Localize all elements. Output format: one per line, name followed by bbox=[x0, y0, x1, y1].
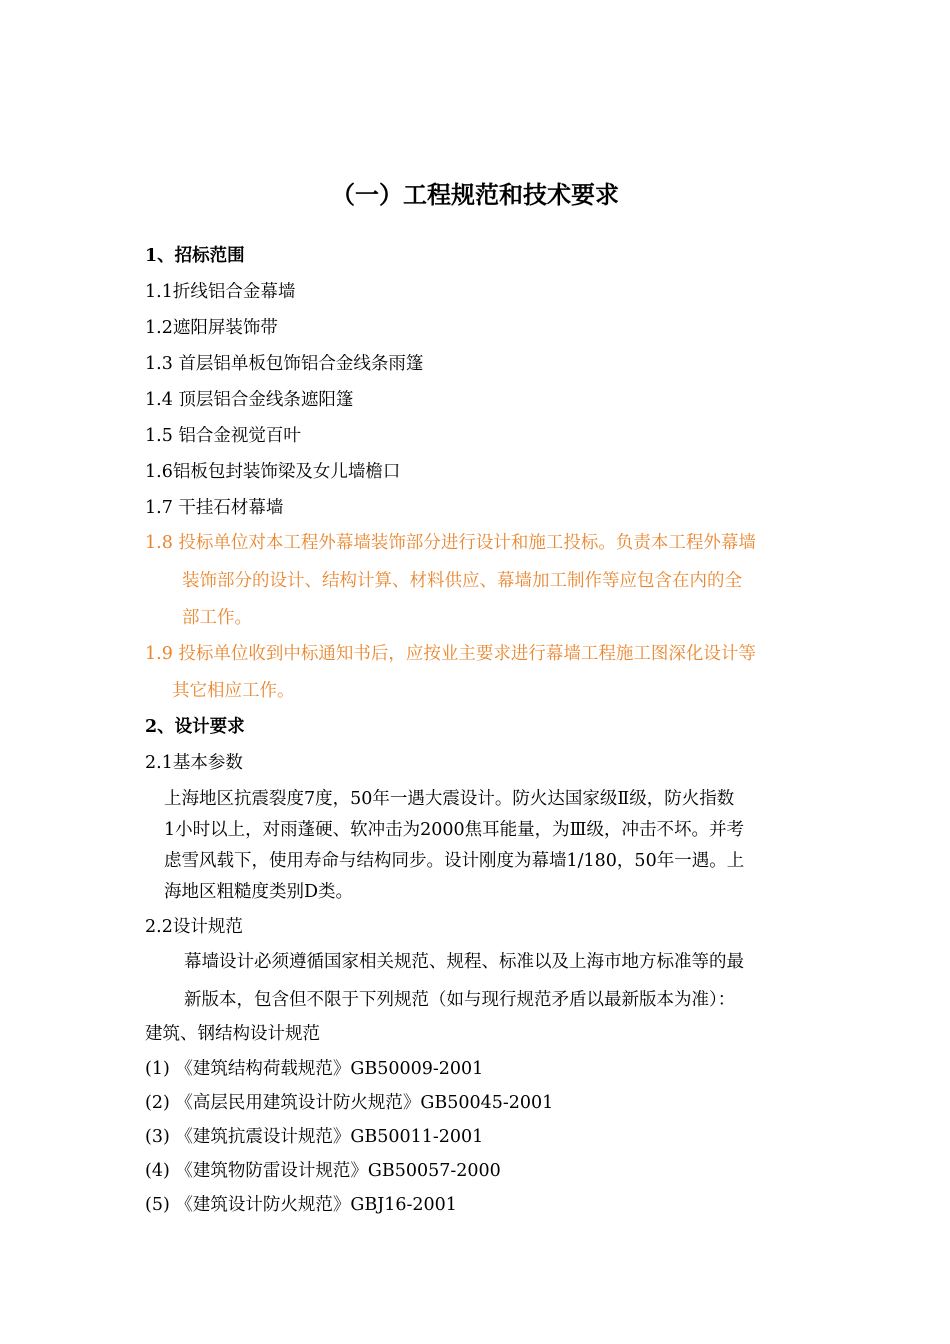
paragraph-line: 幕墙设计必须遵循国家相关规范、规程、标准以及上海市地方标准等的最 bbox=[184, 952, 744, 972]
subsection-heading: 2.1基本参数 bbox=[145, 753, 243, 773]
list-item: 1.7 干挂石材幕墙 bbox=[145, 498, 284, 518]
spec-item: (5) 《建筑设计防火规范》GBJ16-2001 bbox=[145, 1195, 457, 1215]
list-item: 1.5 铝合金视觉百叶 bbox=[145, 426, 301, 446]
section-1-heading: 1、招标范围 bbox=[145, 246, 245, 266]
list-item: 1.6铝板包封装饰梁及女儿墙檐口 bbox=[145, 462, 401, 482]
category-heading: 建筑、钢结构设计规范 bbox=[145, 1024, 320, 1044]
item-1-9-line: 其它相应工作。 bbox=[172, 681, 295, 701]
list-item: 1.2遮阳屏装饰带 bbox=[145, 318, 278, 338]
list-item: 1.3 首层铝单板包饰铝合金线条雨篷 bbox=[145, 354, 424, 374]
section-2-heading: 2、设计要求 bbox=[145, 717, 245, 737]
paragraph-line: 虑雪风载下，使用寿命与结构同步。设计刚度为幕墙1/180，50年一遇。上 bbox=[164, 851, 745, 871]
spec-item: (3) 《建筑抗震设计规范》GB50011-2001 bbox=[145, 1127, 484, 1147]
spec-item: (2) 《高层民用建筑设计防火规范》GB50045-2001 bbox=[145, 1093, 554, 1113]
item-1-8-line: 1.8 投标单位对本工程外幕墙装饰部分进行设计和施工投标。负责本工程外幕墙 bbox=[145, 533, 756, 553]
spec-item: (4) 《建筑物防雷设计规范》GB50057-2000 bbox=[145, 1161, 501, 1181]
list-item: 1.4 顶层铝合金线条遮阳篷 bbox=[145, 390, 354, 410]
page-title: （一）工程规范和技术要求 bbox=[331, 180, 619, 209]
item-1-9-line: 1.9 投标单位收到中标通知书后，应按业主要求进行幕墙工程施工图深化设计等 bbox=[145, 644, 756, 664]
paragraph-line: 1小时以上，对雨蓬硬、软冲击为2000焦耳能量，为Ⅲ级，冲击不坏。并考 bbox=[164, 820, 745, 840]
paragraph-line: 新版本，包含但不限于下列规范（如与现行规范矛盾以最新版本为准）： bbox=[184, 990, 736, 1010]
paragraph-line: 海地区粗糙度类别D类。 bbox=[164, 882, 354, 902]
item-1-8-line: 装饰部分的设计、结构计算、材料供应、幕墙加工制作等应包含在内的全 bbox=[182, 571, 742, 591]
item-1-8-line: 部工作。 bbox=[182, 608, 252, 628]
paragraph-line: 上海地区抗震裂度7度，50年一遇大震设计。防火达国家级Ⅱ级，防火指数 bbox=[164, 789, 735, 809]
spec-item: (1) 《建筑结构荷载规范》GB50009-2001 bbox=[145, 1059, 484, 1079]
list-item: 1.1折线铝合金幕墙 bbox=[145, 282, 296, 302]
subsection-heading: 2.2设计规范 bbox=[145, 917, 243, 937]
